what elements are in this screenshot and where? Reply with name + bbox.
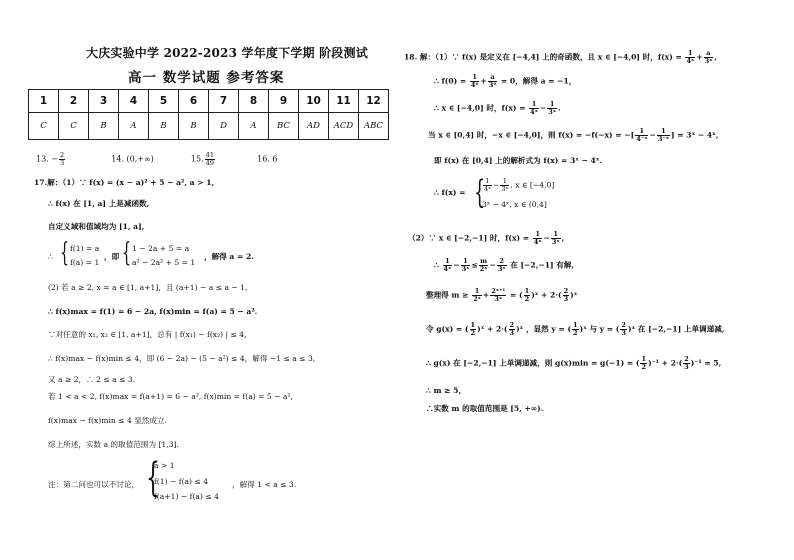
q17-line-3: 自定义域和值域均为 [1, a], (48, 222, 145, 231)
fraction-1-over-3-negx: $\frac{1}{\text{3⁻ˣ}}$ (657, 127, 670, 143)
question-number: 11 (329, 90, 359, 113)
fraction-2-over-3: $\frac{2}{3}$ (684, 355, 689, 371)
q18-line-3: ∴ x ∈ [−4,0] 时，f(x) = $\frac{1}{\text{4ˣ}}$ − $\frac{1}{\text{3ˣ}}$ . (434, 100, 561, 116)
q18-obviously: ，显然 y = (525, 324, 565, 334)
question-number: 2 (59, 90, 89, 113)
system-brace: { (60, 238, 70, 268)
question-number: 1 (29, 90, 59, 113)
q15-label: 15. (190, 154, 204, 164)
q18-line-12: ∴ m ≥ 5, (426, 386, 462, 395)
case-1-domain: , x ∈ [−4,0] (510, 180, 555, 190)
q17-line-1: 17.解：（1）∵ f(x) = (x − a)² + 5 − a², a > 1, (34, 178, 215, 187)
system-1-eq-2: f(a) = 1 (70, 258, 100, 267)
fraction-1-over-4x: $\frac{1}{\text{4ˣ}}$ (530, 100, 538, 116)
q17-line-12: 综上所述，实数 a 的取值范围为 [1,3]. (48, 440, 179, 449)
q18-g-min: ∴ g(x) 在 [−2,−1] 上单调递减，则 g(x)min = g(−1) = (426, 358, 634, 368)
question-number: 4 (119, 90, 149, 113)
q17-note: 注：第二问也可以不讨论， (48, 480, 140, 489)
q18-line-2: ∴ f(0) = $\frac{1}{\text{4⁰}}$ + $\frac{a}{\text{3⁰}}$ = 0，解得 a = −1， (434, 73, 577, 89)
question-number: 9 (269, 90, 299, 113)
q18-result: = 3ˣ − 4ˣ, (677, 130, 719, 140)
system-2-eq-2: a² − 2a² + 5 = 1 (132, 258, 196, 267)
q18-rearrange: 整理得 m ≥ (426, 290, 469, 300)
q13-label: 13. (36, 154, 49, 164)
question-number: 12 (359, 90, 389, 113)
fraction-2-over-3: $\frac{2}{3}$ (509, 321, 515, 337)
q18-line-5: 即 f(x) 在 [0,4] 上的解析式为 f(x) = 3ˣ − 4ˣ. (434, 156, 603, 165)
q15-fraction (205, 152, 215, 167)
answer-cell: ACD (329, 113, 359, 140)
answer-cell: C (59, 113, 89, 140)
question-number: 5 (149, 90, 179, 113)
q17-ie: ，即 (104, 252, 120, 261)
question-number: 3 (89, 90, 119, 113)
q17-line-5: (2) 若 a ≥ 2, x = a ∈ [1, a+1]，且 (a+1) − a ≤ a − 1, (48, 283, 248, 292)
answer-cell: D (209, 113, 239, 140)
fraction-m-over-2x: $\frac{m}{\text{2ˣ}}$ (479, 257, 488, 273)
answer-cell: BC (269, 113, 299, 140)
fraction-1-over-3x: $\frac{1}{\text{3ˣ}}$ (501, 177, 509, 193)
exam-title: 大庆实验中学 2022-2023 学年度下学期 阶段测试 (86, 46, 368, 60)
q17-line-8: ∴ f(x)max − f(x)min ≤ 4，即 (6 − 2a) − (5 − a²) ≤ 4，解得 −1 ≤ a ≤ 3, (48, 354, 316, 363)
q14-answer: 14. (0,+∞) (111, 154, 154, 164)
fraction-1-over-3x: $\frac{1}{\text{3ˣ}}$ (551, 230, 560, 246)
q18-g-min-value: = 5, (704, 358, 722, 368)
answer-table (28, 89, 389, 140)
fraction-1-over-2: $\frac{1}{2}$ (470, 321, 476, 337)
q15-denominator: 49 (205, 159, 215, 167)
q18-line-13: ∴实数 m 的取值范围是 [5, +∞). (426, 404, 544, 413)
note-system-brace: { (146, 455, 160, 501)
fraction-a-over-3x: $\frac{a}{\text{3ˣ}}$ (704, 49, 713, 65)
fraction-1-over-2: $\frac{1}{2}$ (573, 321, 578, 337)
q17-therefore: ∴ (48, 252, 53, 261)
fraction-1-over-2: $\frac{1}{2}$ (524, 287, 530, 303)
q16-answer: 16. 6 (257, 154, 278, 164)
q18-f0: ∴ f(0) = (434, 76, 467, 86)
note-cond-3: f(a+1) − f(a) ≤ 4 (154, 492, 219, 501)
q18-intro: 18. 解：（1）∵ f(x) 是定义在 [−4,4] 上的奇函数，且 x ∈ [−4,0] 时，f(x) = (404, 52, 682, 62)
fraction-1-over-4-negx: $\frac{1}{\text{4⁻ˣ}}$ (636, 127, 648, 143)
q18-line-6: ∴ f(x) = (434, 188, 466, 197)
question-number: 10 (299, 90, 329, 113)
q18-line-9: 整理得 m ≥ $\frac{1}{\text{2ˣ}}$ + $\frac{\text{2ˣ⁺¹}}{\text{3ˣ}}$ = ( $\frac{1}{2}$ )ˣ + 2·( $\frac{2}{3}$ )ˣ (426, 287, 578, 303)
q18-positive-branch: 当 x ∈ [0,4] 时，−x ∈ [−4,0]，则 f(x) = −f(−x) = (428, 130, 622, 140)
q18-negative-branch: ∴ x ∈ [−4,0] 时，f(x) = (434, 103, 526, 113)
answer-cell: B (149, 113, 179, 140)
fraction-1-over-3x: $\frac{1}{\text{3ˣ}}$ (461, 257, 470, 273)
q18-line-7: （2）∵ x ∈ [−2,−1] 时，f(x) = $\frac{1}{\text{4ˣ}}$ − $\frac{1}{\text{3ˣ}}$ , (408, 230, 565, 246)
q18-therefore: ∴ (434, 260, 439, 270)
fraction-a-over-3-0: $\frac{a}{\text{3⁰}}$ (488, 73, 497, 89)
note-cond-1: a > 1 (154, 461, 175, 470)
question-number: 6 (179, 90, 209, 113)
q18-decreasing: 在 [−2,−1] 上单调递减, (637, 324, 725, 334)
q18-has-solution: 在 [−2,−1] 有解, (510, 260, 575, 270)
answer-cell: C (29, 113, 59, 140)
fraction-1-over-3x: $\frac{1}{\text{3ˣ}}$ (548, 100, 556, 116)
note-result: ，解得 1 < a ≤ 3. (232, 480, 297, 489)
q13-denominator: 3 (59, 159, 65, 167)
fraction-1-over-4x: $\frac{1}{\text{4ˣ}}$ (533, 230, 542, 246)
system-brace: { (122, 238, 132, 268)
q18-line-4: 当 x ∈ [0,4] 时，−x ∈ [−4,0]，则 f(x) = −f(−x) = −[ $\frac{1}{\text{4⁻ˣ}}$ − $\frac{1}{\text{3⁻ˣ}}$ ] = 3ˣ − 4ˣ, (428, 127, 719, 143)
q18-define-g: 令 g(x) = (426, 324, 463, 334)
answer-cell: A (119, 113, 149, 140)
q18-line-11: ∴ g(x) 在 [−2,−1] 上单调递减，则 g(x)min = g(−1) = ( $\frac{1}{2}$ )⁻¹ + 2·( $\frac{2}{3}$ )⁻¹ = 5, (426, 355, 722, 371)
q18-line-1: 18. 解：（1）∵ f(x) 是定义在 [−4,4] 上的奇函数，且 x ∈ [−4,0] 时，f(x) = $\frac{1}{\text{4ˣ}}$ + $\frac{a}{\text{3ˣ}}$ , (404, 49, 717, 65)
fraction-1-over-4x: $\frac{1}{\text{4ˣ}}$ (443, 257, 452, 273)
fraction-1-over-4-0: $\frac{1}{\text{4⁰}}$ (470, 73, 479, 89)
answer-cell: ABC (359, 113, 389, 140)
q18-solve-a: = 0，解得 a = −1， (500, 76, 577, 86)
q18-line-10: 令 g(x) = ( $\frac{1}{2}$ )ˣ + 2·( $\frac{2}{3}$ )ˣ ，显然 y = ( $\frac{1}{2}$ )ˣ 与 y = ( $\frac{2}{3}$ )ˣ 在 [−2,−1] 上单调递减, (426, 321, 725, 337)
piecewise-brace: { (474, 173, 486, 211)
fraction-2x1-over-3x: $\frac{\text{2ˣ⁺¹}}{\text{3ˣ}}$ (491, 287, 506, 303)
q18-and: 与 y = (589, 324, 614, 334)
q17-line-11: f(x)max − f(x)min ≤ 4 显然成立. (48, 416, 167, 425)
fraction-2-over-3x: $\frac{2}{\text{3ˣ}}$ (497, 257, 506, 273)
exam-subtitle: 高一 数学试题 参考答案 (128, 70, 285, 86)
piecewise-case-1: $\frac{1}{\text{4ˣ}}$ − $\frac{1}{\text{3ˣ}}$ , x ∈ [−4,0] (484, 177, 555, 193)
answer-cell: B (89, 113, 119, 140)
q13-sign: − (51, 154, 58, 164)
answer-cell: AD (299, 113, 329, 140)
system-2-eq-1: 1 − 2a + 5 = a (132, 244, 190, 253)
fraction-2-over-3: $\frac{2}{3}$ (621, 321, 626, 337)
q18-equals: = (509, 290, 517, 300)
answer-table-header-row (29, 90, 389, 113)
question-number: 8 (239, 90, 269, 113)
q17-line-2: ∴ f(x) 在 [1, a] 上是减函数, (48, 199, 150, 208)
q17-line-6: ∴ f(x)max = f(1) = 6 − 2a, f(x)min = f(a) = 5 − a². (48, 307, 258, 316)
fraction-2-over-3: $\frac{2}{3}$ (563, 287, 569, 303)
q17-solve-a: ，解得 a = 2. (204, 252, 254, 261)
q17-line-7: ∵对任意的 x₁, x₂ ∈ [1, a+1]，总有 | f(x₁) − f(x₂) | ≤ 4, (48, 330, 247, 339)
note-cond-2: f(1) − f(a) ≤ 4 (154, 477, 209, 486)
fraction-1-over-2x: $\frac{1}{\text{2ˣ}}$ (473, 287, 481, 303)
q15-numerator: 41 (205, 151, 215, 159)
fraction-1-over-4x: $\frac{1}{\text{4ˣ}}$ (484, 177, 491, 193)
fraction-1-over-2: $\frac{1}{2}$ (641, 355, 647, 371)
answer-table-value-row (29, 113, 389, 140)
q17-line-9: 又 a ≥ 2，∴ 2 ≤ a ≤ 3. (48, 375, 136, 384)
fill-in-answers (36, 152, 277, 167)
q13-fraction (59, 152, 65, 167)
q17-line-10: 若 1 < a < 2, f(x)max = f(a+1) = 6 − a², f(x)min = f(a) = 5 − a², (48, 392, 293, 401)
fraction-1-over-4x: $\frac{1}{\text{4ˣ}}$ (686, 49, 695, 65)
answer-cell: B (179, 113, 209, 140)
q18-line-8: ∴ $\frac{1}{\text{4ˣ}}$ − $\frac{1}{\text{3ˣ}}$ ≤ $\frac{m}{\text{2ˣ}}$ − $\frac{2}{\text{3ˣ}}$ 在 [−2,−1] 有解, (434, 257, 575, 273)
question-number: 7 (209, 90, 239, 113)
piecewise-case-2: 3ˣ − 4ˣ, x ∈ (0,4] (482, 200, 547, 209)
q18-part2-intro: （2）∵ x ∈ [−2,−1] 时，f(x) = (408, 233, 530, 243)
q13-numerator: 2 (59, 151, 65, 159)
system-1-eq-1: f(1) = a (70, 244, 100, 253)
q17-line-4 (48, 252, 53, 262)
answer-cell: A (239, 113, 269, 140)
